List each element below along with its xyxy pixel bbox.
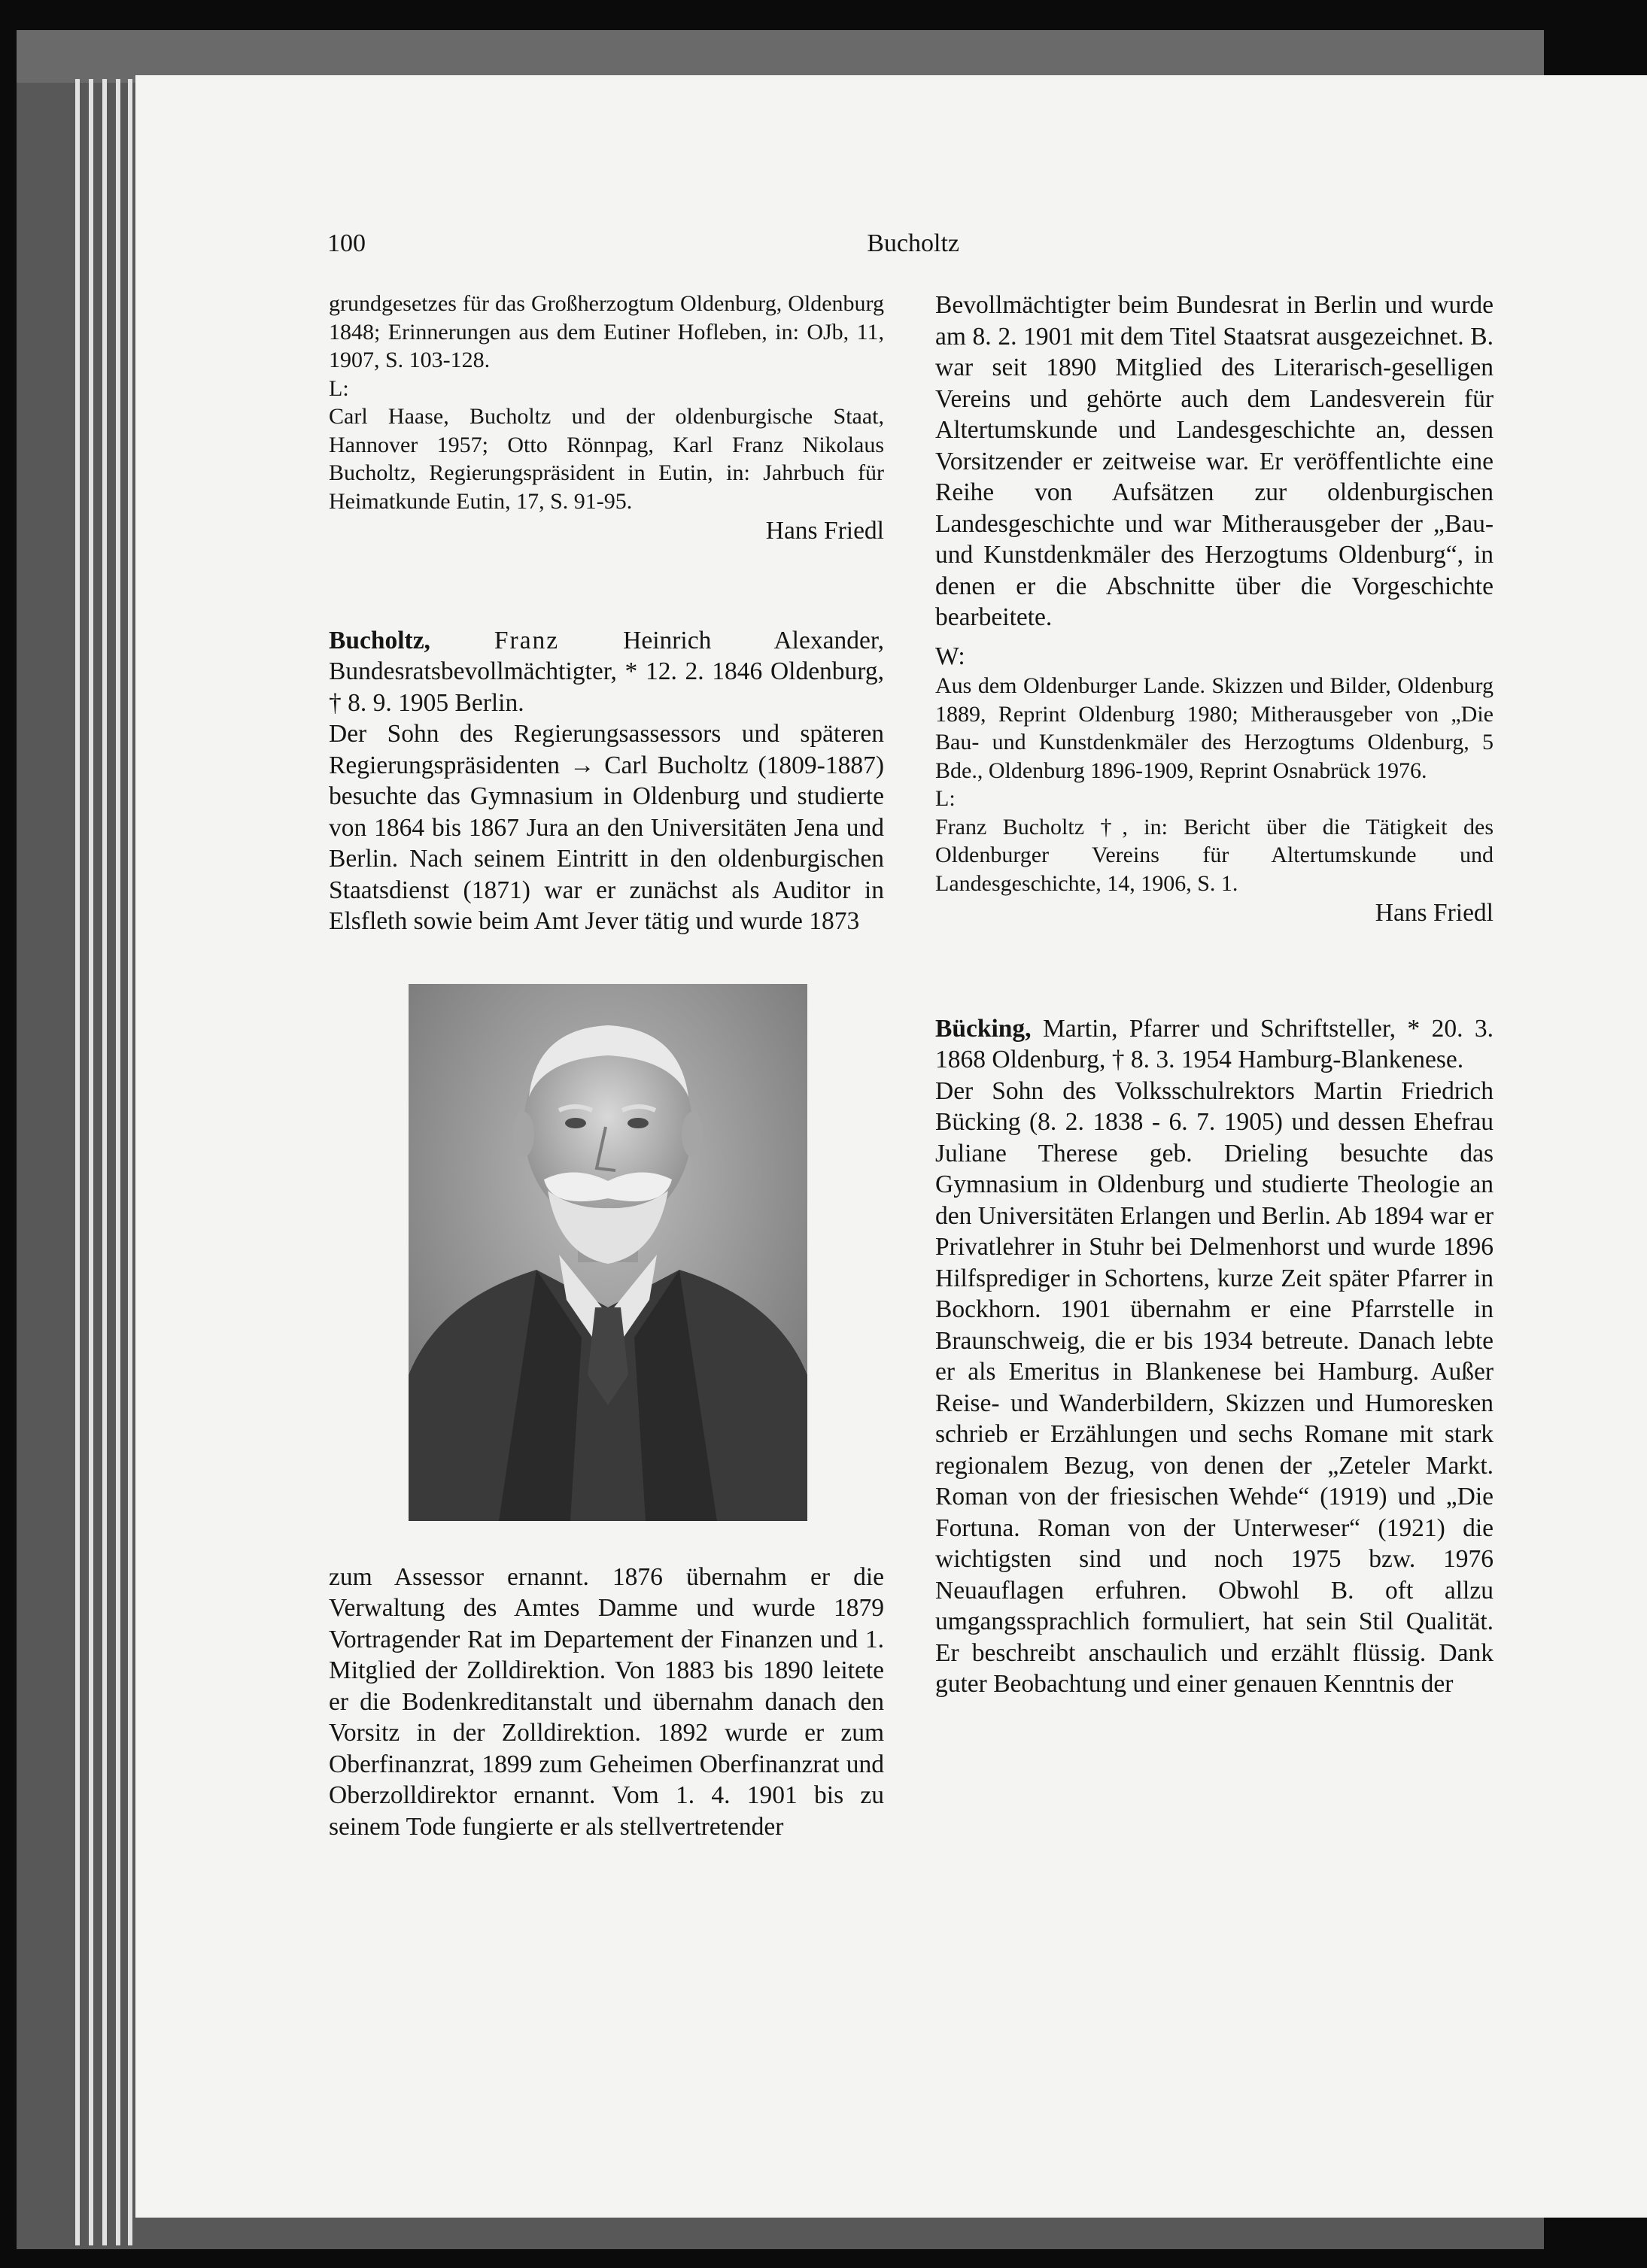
page-edge	[128, 79, 132, 2245]
author-signature: Hans Friedl	[765, 517, 884, 545]
page-number: 100	[327, 229, 366, 257]
entry-details: Martin, Pfarrer und Schriftsteller, * 20. 3. 1868 Oldenburg, † 8. 3. 1954 Hamburg-Blankenese.	[935, 1014, 1494, 1073]
previous-entry-literature: Carl Haase, Bucholtz und der oldenburgische Staat, Hannover 1957; Otto Rönnpag, Karl Franz Nikolaus Bucholtz, Regierungspräsident in Eutin, in: Jahrbuch für Heimatkunde Eutin, 17, S. 91-95.	[329, 404, 884, 514]
page-edge	[89, 79, 93, 2245]
biography-text-end: Bevollmächtigter beim Bundesrat in Berlin und wurde am 8. 2. 1901 mit dem Titel Staatsrat ausgezeichnet. B. war seit 1890 Mitglied des Literarisch-geselligen Vereins und gehörte auch dem Landesverein für Altertumskunde und Landesgeschichte an, dessen Vorsitzender er zeitweise war. Er veröffentlichte eine Reihe von Aufsätzen zur oldenburgischen Landesgeschichte und war Mitherausgeber der „Bau- und Kunstdenkmäler des Herzogtums Oldenburg“, in denen er die Abschnitte über die Vorgeschichte bearbeitete.	[935, 291, 1494, 631]
entry-surname: Bucholtz,	[329, 626, 430, 654]
entry-heading	[329, 625, 884, 719]
running-header	[327, 226, 959, 262]
literature-label: L:	[329, 375, 349, 401]
works-list: Aus dem Oldenburger Lande. Skizzen und Bilder, Oldenburg 1889, Reprint Oldenburg 1980; Mitherausgeber von „Die Bau- und Kunstdenkmäler des Herzogtums Oldenburg, 5 Bde., Oldenburg 1896-1909, Reprint Osnabrück 1976.	[935, 673, 1494, 783]
works-label: W:	[935, 642, 965, 670]
portrait-photo	[409, 984, 807, 1521]
biography-text: Der Sohn des Regierungsassessors und späteren Regierungspräsidenten → Carl Bucholtz (1809-1887) besuchte das Gymnasium in Oldenburg und studierte von 1864 bis 1867 Jura an den Universitäten Jena und Berlin. Nach seinem Eintritt in den oldenburgischen Staatsdienst (1871) war er zunächst als Auditor in Elsfleth sowie beim Amt Jever tätig und wurde 1873	[329, 720, 884, 935]
previous-entry-works: grundgesetzes für das Großherzogtum Oldenburg, Oldenburg 1848; Erinnerungen aus dem Eutiner Hofleben, in: OJb, 11, 1907, S. 103-128.	[329, 291, 884, 372]
entry-surname: Bücking,	[935, 1014, 1032, 1043]
biography-text: Der Sohn des Volksschulrektors Martin Friedrich Bücking (8. 2. 1838 - 6. 7. 1905) und dessen Ehefrau Juliane Therese geb. Drieling besuchte das Gymnasium in Oldenburg und studierte Theologie an den Universitäten Erlangen und Berlin. Ab 1894 war er Privatlehrer in Stuhr bei Delmenhorst und wurde 1896 Hilfsprediger in Schortens, kurze Zeit später Pfarrer in Bockhorn. 1901 übernahm er eine Pfarrstelle in Braunschweig, die er bis 1934 betreute. Danach lebte er als Emeritus in Blankenese bei Hamburg. Außer Reise- und Wanderbildern, Skizzen und Humoresken schrieb er Erzählungen und sechs Romane mit stark regionalem Bezug, von denen der „Zeteler Markt. Roman von der friesischen Wehde“ (1919) und „Die Fortuna. Roman von der Unterweser“ (1921) die wichtigsten sind und noch 1975 bzw. 1976 Neuauflagen erfuhren. Obwohl B. oft allzu umgangssprachlich formuliert, hat sein Stil Qualität. Er beschreibt anschaulich und erzählt flüssig. Dank guter Beobachtung und einer genauen Kenntnis der	[935, 1076, 1494, 1698]
literature-label: L:	[935, 786, 956, 811]
left-column	[329, 290, 884, 1842]
right-column	[935, 290, 1494, 1700]
running-head-title: Bucholtz	[867, 229, 959, 257]
author-signature: Hans Friedl	[1375, 899, 1494, 927]
biography-text-continued: zum Assessor ernannt. 1876 übernahm er die Verwaltung des Amtes Damme und wurde 1879 Vortragender Rat im Departement der Finanzen und 1. Mitglied der Zolldirektion. Von 1883 bis 1890 leitete er die Bodenkreditanstalt und übernahm danach den Vorsitz in der Zolldirektion. 1892 wurde er zum Oberfinanzrat, 1899 zum Geheimen Oberfinanzrat und Oberzolldirektor ernannt. Vom 1. 4. 1901 bis zu seinem Tode fungierte er als stellvertretender	[329, 1562, 884, 1841]
entry-details: Heinrich Alexander, Bundesratsbevollmächtigter, * 12. 2. 1846 Oldenburg, † 8. 9. 1905 Berlin.	[329, 626, 885, 717]
entry-first-name: Franz	[494, 626, 560, 654]
page-edge	[116, 79, 120, 2245]
literature-list: Franz Bucholtz †, in: Bericht über die Tätigkeit des Oldenburger Vereins für Altertumskunde und Landesgeschichte, 14, 1906, S. 1.	[935, 814, 1494, 896]
entry-heading-bucking	[935, 1013, 1494, 1076]
page-edge	[102, 79, 107, 2245]
page-edge	[75, 79, 80, 2245]
